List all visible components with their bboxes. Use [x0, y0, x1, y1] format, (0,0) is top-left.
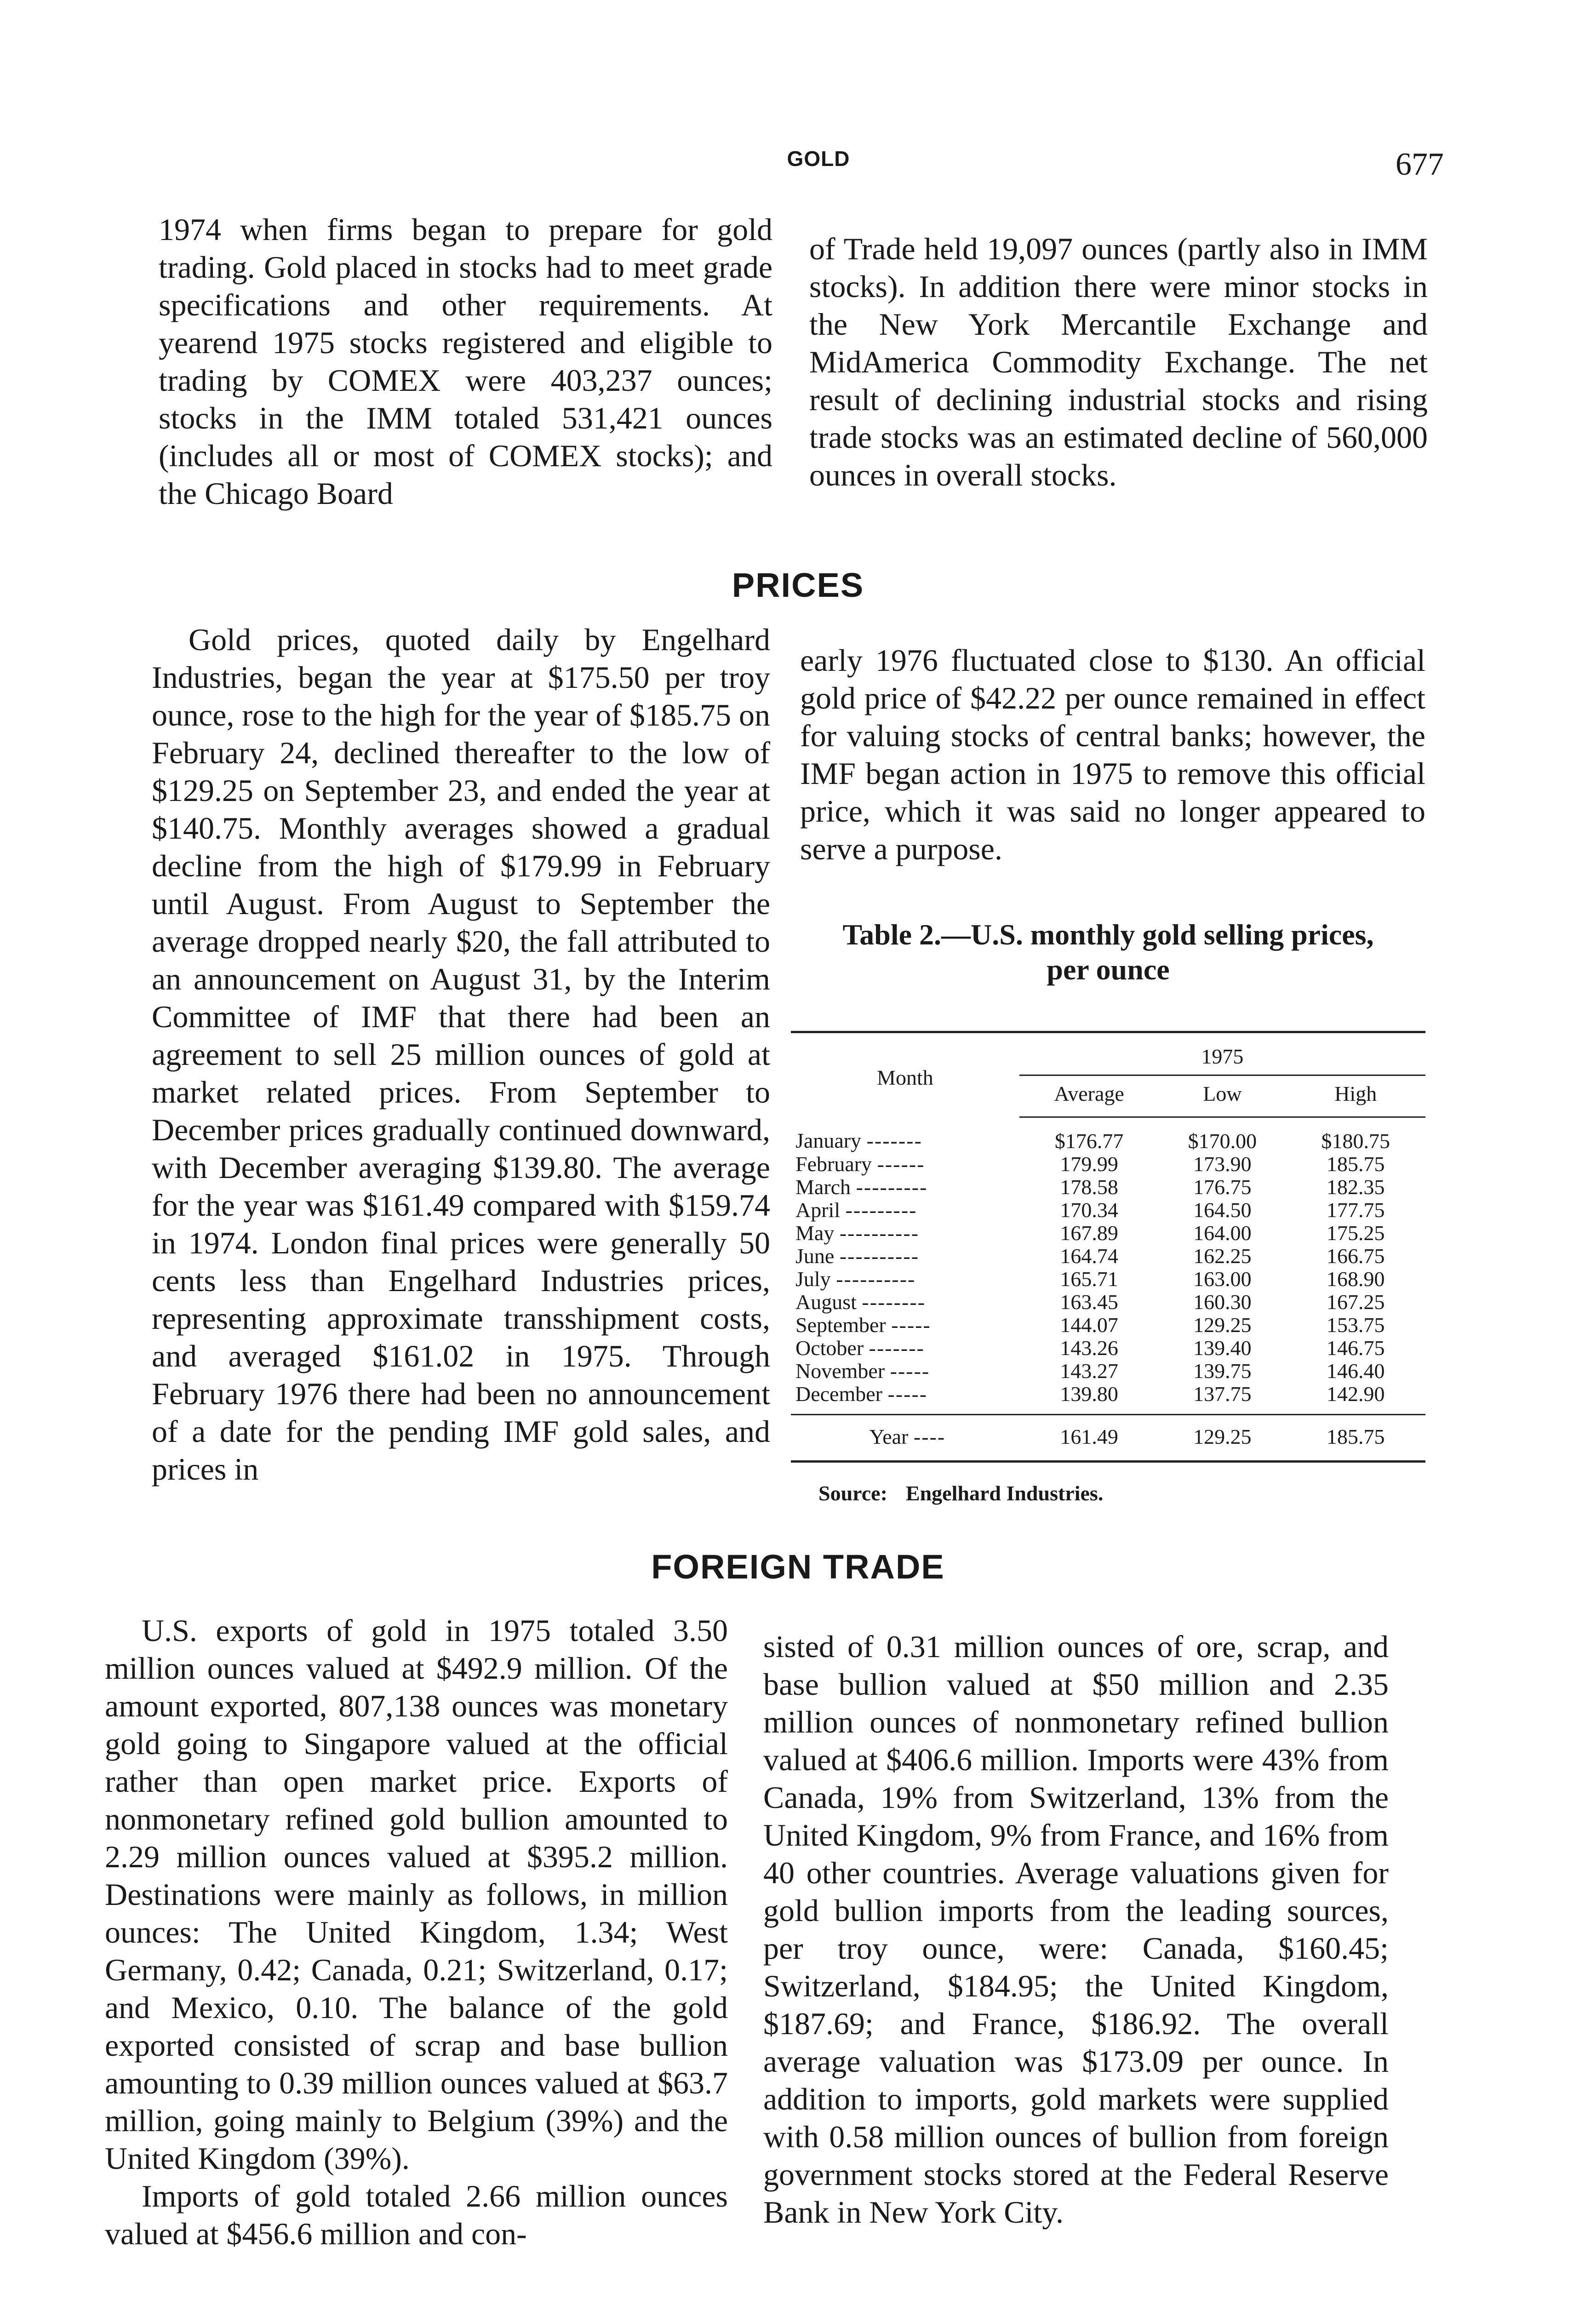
average-cell: 143.27 [1060, 1359, 1118, 1383]
gold-prices-table-block [791, 917, 1425, 1505]
high-cell: 142.90 [1326, 1382, 1385, 1406]
month-cell [791, 1314, 1019, 1337]
table-caption-line-2: per ounce [1047, 953, 1170, 986]
high-cell: 185.75 [1326, 1152, 1385, 1176]
table-row [791, 1268, 1425, 1291]
leader-dots: ---------- [839, 1244, 920, 1268]
foreign-trade-right-column [763, 1628, 1389, 2231]
average-cell: 163.45 [1060, 1290, 1118, 1314]
month-name: June [795, 1244, 835, 1268]
page-number: 677 [1396, 147, 1444, 182]
average-cell: 170.34 [1060, 1198, 1118, 1222]
month-cell [791, 1245, 1019, 1268]
average-cell: 165.71 [1060, 1267, 1118, 1291]
average-cell: 144.07 [1060, 1313, 1118, 1337]
month-cell [791, 1268, 1019, 1291]
high-cell: 175.25 [1326, 1221, 1385, 1245]
month-name: November [795, 1359, 885, 1383]
prices-heading: PRICES [732, 566, 864, 604]
average-cell: 139.80 [1060, 1382, 1118, 1406]
average-cell: 178.58 [1060, 1175, 1118, 1199]
running-title: GOLD [787, 147, 850, 171]
low-cell: 163.00 [1193, 1267, 1252, 1291]
average-column-header: Average [1019, 1075, 1159, 1117]
high-column-header: High [1286, 1075, 1425, 1117]
month-name: October [795, 1336, 864, 1360]
average-cell: 143.26 [1060, 1336, 1118, 1360]
high-cell: 177.75 [1326, 1198, 1385, 1222]
month-cell [791, 1383, 1019, 1415]
high-cell: 166.75 [1326, 1244, 1385, 1268]
leader-dots: -------- [862, 1290, 926, 1314]
high-cell: 182.35 [1326, 1175, 1385, 1199]
foreign-trade-left-column [105, 1612, 728, 2253]
month-cell [791, 1176, 1019, 1199]
average-cell: $176.77 [1054, 1129, 1124, 1153]
leader-dots: --------- [856, 1175, 928, 1199]
leader-dots: ----- [890, 1359, 930, 1383]
table-row [791, 1176, 1425, 1199]
prices-left-paragraph: Gold prices, quoted daily by Engelhard Industries, began the year at $175.50 per troy ounce, rose to the high for the year of $185.75 on February 24, declined thereafter to the low of $129.25 on September 23, and ended the year at $140.75. Monthly averages showed a gradual decline from the high of $179.99 in February until August. From August to September the average dropped nearly $20, the fall attributed to an announcement on August 31, by the Interim Committee of IMF that there had been an agreement to sell 25 million ounces of gold at market related prices. From September to December prices gradually continued downward, with December averaging $139.80. The average for the year was $161.49 compared with $159.74 in 1974. London final prices were generally 50 cents less than Engelhard Industries prices, representing approximate transshipment costs, and averaged $161.02 in 1975. Through February 1976 there had been no announcement of a date for the pending IMF gold sales, and prices in [152, 622, 770, 1487]
month-name: February [795, 1152, 872, 1176]
month-cell [791, 1199, 1019, 1222]
table-row [791, 1199, 1425, 1222]
low-cell: $170.00 [1188, 1129, 1257, 1153]
leader-dots: ---------- [839, 1221, 920, 1245]
intro-right-column [809, 230, 1428, 494]
low-cell: 164.50 [1193, 1198, 1252, 1222]
month-name: September [795, 1313, 886, 1337]
table-body [791, 1117, 1425, 1415]
month-name: March [795, 1175, 851, 1199]
month-name: April [795, 1198, 841, 1222]
table-row [791, 1245, 1425, 1268]
high-cell: 146.75 [1326, 1336, 1385, 1360]
source-label: Source: [818, 1481, 887, 1505]
table-caption [791, 917, 1425, 987]
leader-dots: ----- [891, 1313, 931, 1337]
total-leader-dots: ---- [913, 1425, 946, 1448]
month-name: May [795, 1221, 835, 1245]
low-cell: 164.00 [1193, 1221, 1252, 1245]
month-column-header: Month [791, 1032, 1019, 1117]
leader-dots: --------- [845, 1198, 917, 1222]
foreign-trade-right-paragraph: sisted of 0.31 million ounces of ore, scrap, and base bullion valued at $50 million and 2.35 million ounces of nonmonetary refined bullion valued at $406.6 million. Imports were 43% from Canada, 19% from Switzerland, 13% from the United Kingdom, 9% from France, and 16% from 40 other countries. Average valuations given for gold bullion imports from the leading sources, per troy ounce, were: Canada, $160.45; Switzerland, $184.95; the United Kingdom, $187.69; and France, $186.92. The overall average valuation was $173.09 per ounce. In addition to imports, gold markets were supplied with 0.58 million ounces of bullion from foreign government stocks stored at the Federal Reserve Bank in New York City. [763, 1629, 1389, 2230]
month-cell [791, 1222, 1019, 1245]
leader-dots: ------- [869, 1336, 925, 1360]
foreign-trade-left-paragraph-2: Imports of gold totaled 2.66 million ounces valued at $456.6 million and con- [105, 2179, 728, 2251]
average-cell: 164.74 [1060, 1244, 1118, 1268]
average-cell: 179.99 [1060, 1152, 1118, 1176]
low-column-header: Low [1159, 1075, 1286, 1117]
foreign-trade-left-paragraph-1: U.S. exports of gold in 1975 totaled 3.50 million ounces valued at $492.9 million. Of the amount exported, 807,138 ounces was monetary gold going to Singapore valued at the official rather than open market price. Exports of nonmonetary refined gold bullion amounted to 2.29 million ounces valued at $395.2 million. Destinations were mainly as follows, in million ounces: The United Kingdom, 1.34; West Germany, 0.42; Canada, 0.21; Switzerland, 0.17; and Mexico, 0.10. The balance of the gold exported consisted of scrap and base bullion amounting to 0.39 million ounces valued at $63.7 million, going mainly to Belgium (39%) and the United Kingdom (39%). [105, 1613, 728, 2176]
leader-dots: ----- [887, 1382, 928, 1406]
intro-left-column [159, 211, 772, 512]
month-name: January [795, 1129, 862, 1153]
month-name: August [795, 1290, 857, 1314]
high-cell: 167.25 [1326, 1290, 1385, 1314]
month-name: December [795, 1382, 882, 1406]
low-cell: 137.75 [1193, 1382, 1252, 1406]
low-cell: 129.25 [1193, 1313, 1252, 1337]
month-cell [791, 1117, 1019, 1153]
month-name: July [795, 1267, 831, 1291]
total-low-cell: 129.25 [1159, 1415, 1286, 1462]
foreign-trade-heading: FOREIGN TRADE [651, 1548, 945, 1586]
total-average-cell: 161.49 [1019, 1415, 1159, 1462]
source-text: Engelhard Industries. [905, 1481, 1104, 1505]
low-cell: 139.75 [1193, 1359, 1252, 1383]
high-cell: 168.90 [1326, 1267, 1385, 1291]
total-label: Year [869, 1425, 909, 1448]
table-row [791, 1383, 1425, 1415]
total-high-cell: 185.75 [1286, 1415, 1425, 1462]
year-column-header: 1975 [1019, 1032, 1425, 1075]
gold-prices-table [791, 1031, 1425, 1463]
high-cell: 153.75 [1326, 1313, 1385, 1337]
prices-left-column [152, 621, 770, 1488]
table-caption-line-1: Table 2.—U.S. monthly gold selling prices, [842, 918, 1374, 951]
prices-right-paragraph: early 1976 fluctuated close to $130. An official gold price of $42.22 per ounce remained in effect for valuing stocks of central banks; however, the IMF began action in 1975 to remove this official price, which it was said no longer appeared to serve a purpose. [800, 643, 1425, 866]
prices-right-column [800, 641, 1425, 868]
table-row [791, 1153, 1425, 1176]
intro-left-paragraph: 1974 when firms began to prepare for gold trading. Gold placed in stocks had to meet grade specifications and other requirements. At yearend 1975 stocks registered and eligible to trading by COMEX were 403,237 ounces; stocks in the IMM totaled 531,421 ounces (includes all or most of COMEX stocks); and the Chicago Board [159, 212, 772, 511]
month-cell [791, 1360, 1019, 1383]
month-cell [791, 1153, 1019, 1176]
high-cell: 146.40 [1326, 1359, 1385, 1383]
low-cell: 162.25 [1193, 1244, 1252, 1268]
average-cell: 167.89 [1060, 1221, 1118, 1245]
low-cell: 139.40 [1193, 1336, 1252, 1360]
low-cell: 160.30 [1193, 1290, 1252, 1314]
table-row [791, 1222, 1425, 1245]
low-cell: 173.90 [1193, 1152, 1252, 1176]
month-cell [791, 1337, 1019, 1360]
table-total-row [791, 1415, 1425, 1462]
table-source-note [791, 1481, 1425, 1505]
leader-dots: ------ [877, 1152, 925, 1176]
table-row [791, 1117, 1425, 1153]
table-row [791, 1337, 1425, 1360]
leader-dots: ---------- [836, 1267, 916, 1291]
table-row [791, 1360, 1425, 1383]
total-label-cell [791, 1415, 1019, 1462]
low-cell: 176.75 [1193, 1175, 1252, 1199]
month-cell [791, 1291, 1019, 1314]
table-row [791, 1314, 1425, 1337]
table-row [791, 1291, 1425, 1314]
leader-dots: ------- [866, 1129, 922, 1153]
intro-right-paragraph: of Trade held 19,097 ounces (partly also in IMM stocks). In addition there were minor stocks in the New York Mercantile Exchange and MidAmerica Commodity Exchange. The net result of declining industrial stocks and rising trade stocks was an estimated decline of 560,000 ounces in overall stocks. [809, 231, 1428, 492]
high-cell: $180.75 [1321, 1129, 1390, 1153]
